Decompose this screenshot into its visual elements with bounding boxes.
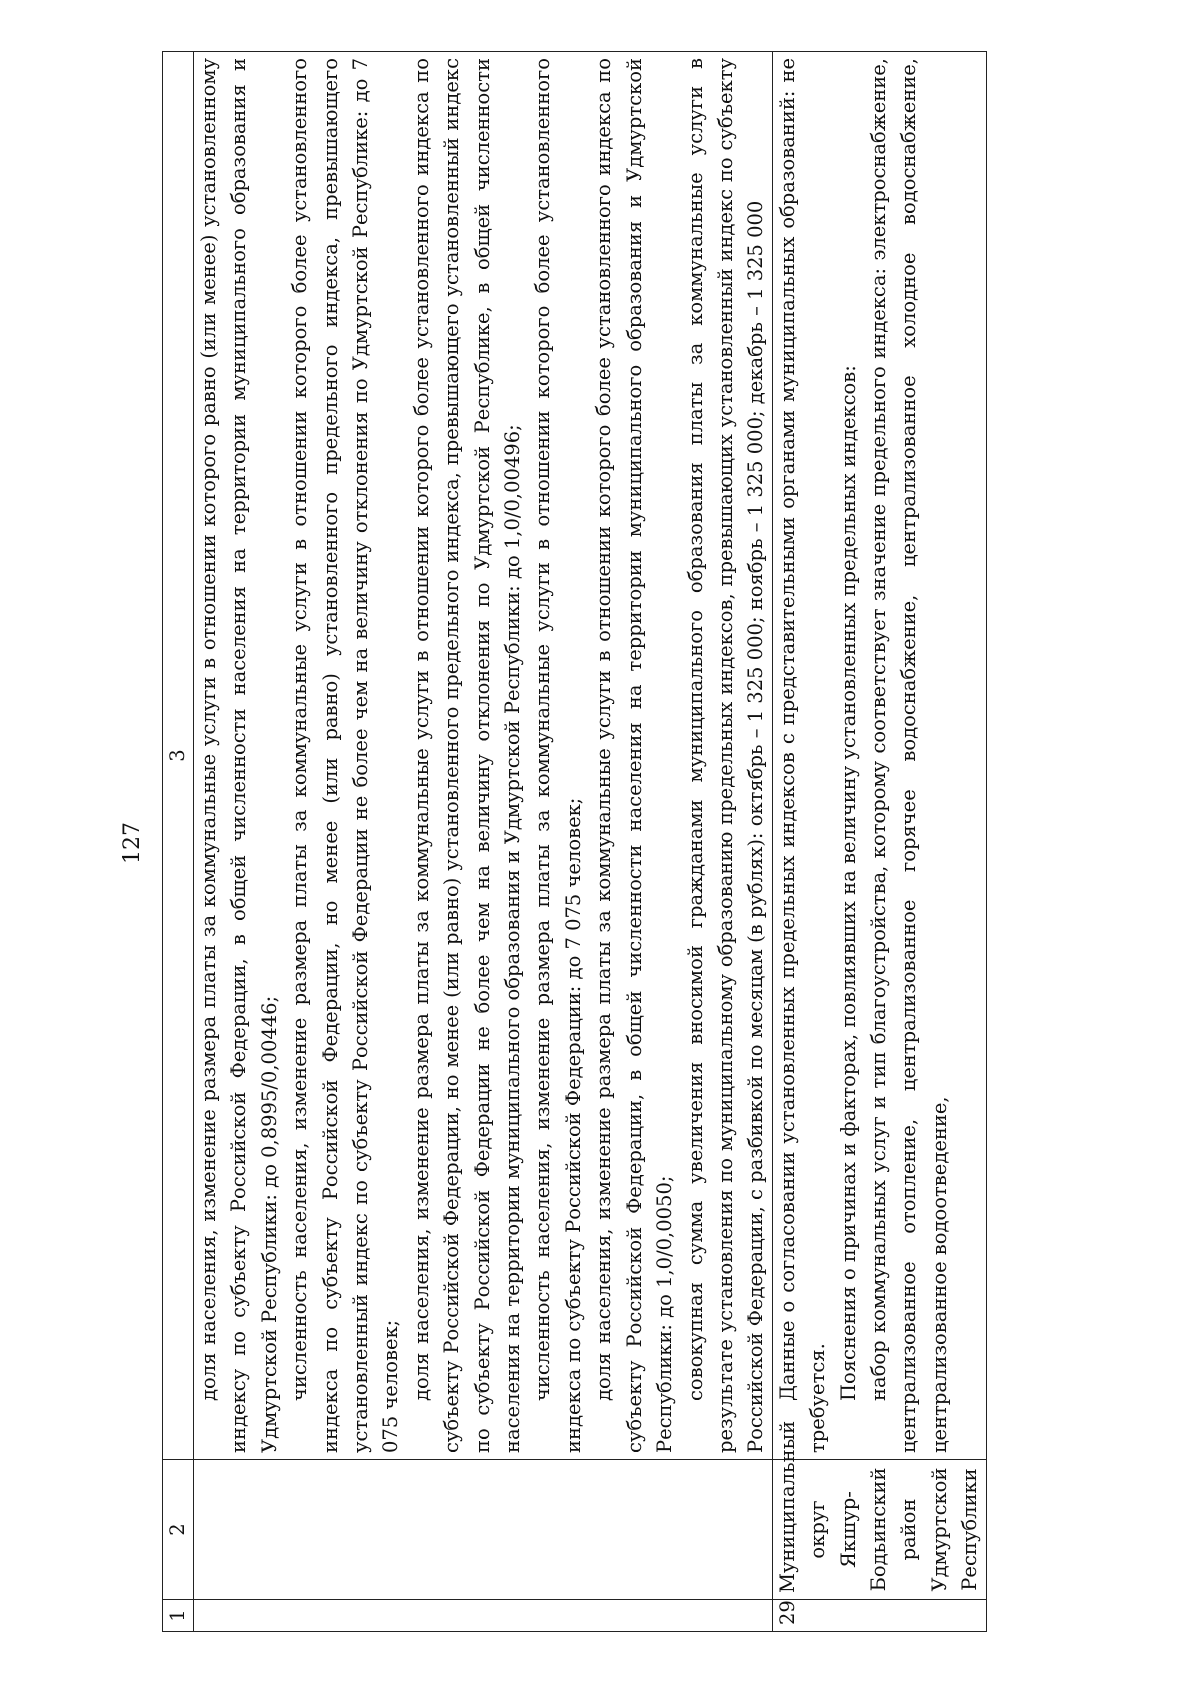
header-cell-3: 3 <box>163 52 194 1460</box>
paragraph: совокупная сумма увеличения вносимой гражданами муниципального образования платы за коммунальные услуги в результате установления по муниципальному образованию предельных индексов, превышающих установленный индекс по субъекту Российской Федерации, с разбивкой по месяцам (в рублях): октябрь – 1 325 000; ноябрь – 1 325 000; декабрь – 1 325 000 <box>683 58 768 1453</box>
table-row-continuation <box>194 52 773 1632</box>
municipality-name: Муниципальный округ Якшур-Бодьинский район Удмуртской Республики <box>772 1460 986 1600</box>
row-number: 29 <box>772 1600 986 1632</box>
page-number: 127 <box>120 822 145 864</box>
header-cell-2: 2 <box>163 1460 194 1600</box>
paragraph: набор коммунальных услуг и тип благоустройства, которому соответствует значение предельного индекса: электроснабжение, централизованное отопление, централизованное горячее водоснабжение, централизованное холодное водоснабжение, централизованное водоотведение, <box>866 58 951 1453</box>
paragraph: Пояснения о причинах и факторах, повлиявших на величину установленных предельных индексов: <box>836 365 860 1401</box>
paragraph: численность населения, изменение размера платы за коммунальные услуги в отношении которого более установленного индекса по субъекту Российской Федерации: до 7 075 человек; <box>531 58 585 1453</box>
cell-empty-1 <box>194 1600 773 1632</box>
paragraph: Данные о согласовании установленных предельных индексов с представительными органами муниципальных образований: не требуется. <box>775 58 830 1453</box>
table-header-row <box>163 52 194 1632</box>
header-cell-1: 1 <box>163 1600 194 1632</box>
paragraph: доля населения, изменение размера платы за коммунальные услуги в отношении которого более установленного индекса по субъекту Российской Федерации, в общей численности населения на территории муниципального образования и Удмуртской Республики: до 1,0/0,0050; <box>592 58 677 1453</box>
paragraph: доля населения, изменение размера платы за коммунальные услуги в отношении которого более установленного индекса по субъекту Российской Федерации, но менее (или равно) установленного предельного индекса, превышающего установленный индекс по субъекту Российской Федерации не более чем на величину отклонения по Удмуртской Республике, в общей численности населения на территории муниципального образования и Удмуртской Республики: до 1,0/0,00496; <box>409 58 525 1453</box>
table-row-29 <box>772 52 986 1632</box>
paragraph: численность населения, изменение размера платы за коммунальные услуги в отношении которого более установленного индекса по субъекту Российской Федерации, но менее (или равно) установленного предельного индекса, превышающего установленный индекс по субъекту Российской Федерации не более чем на величину отклонения по Удмуртской Республике: до 7 075 человек; <box>288 58 403 1453</box>
paragraph: доля населения, изменение размера платы за коммунальные услуги в отношении которого равно (или менее) установленному индексу по субъекту Российской Федерации, в общей численности населения на территории муниципального образования и Удмуртской Республики: до 0,8995/0,00446; <box>197 58 281 1453</box>
cell-empty-2 <box>194 1460 773 1600</box>
cell-continuation-text <box>194 52 773 1460</box>
cell-row29-text <box>772 52 986 1460</box>
data-table <box>162 51 987 1632</box>
